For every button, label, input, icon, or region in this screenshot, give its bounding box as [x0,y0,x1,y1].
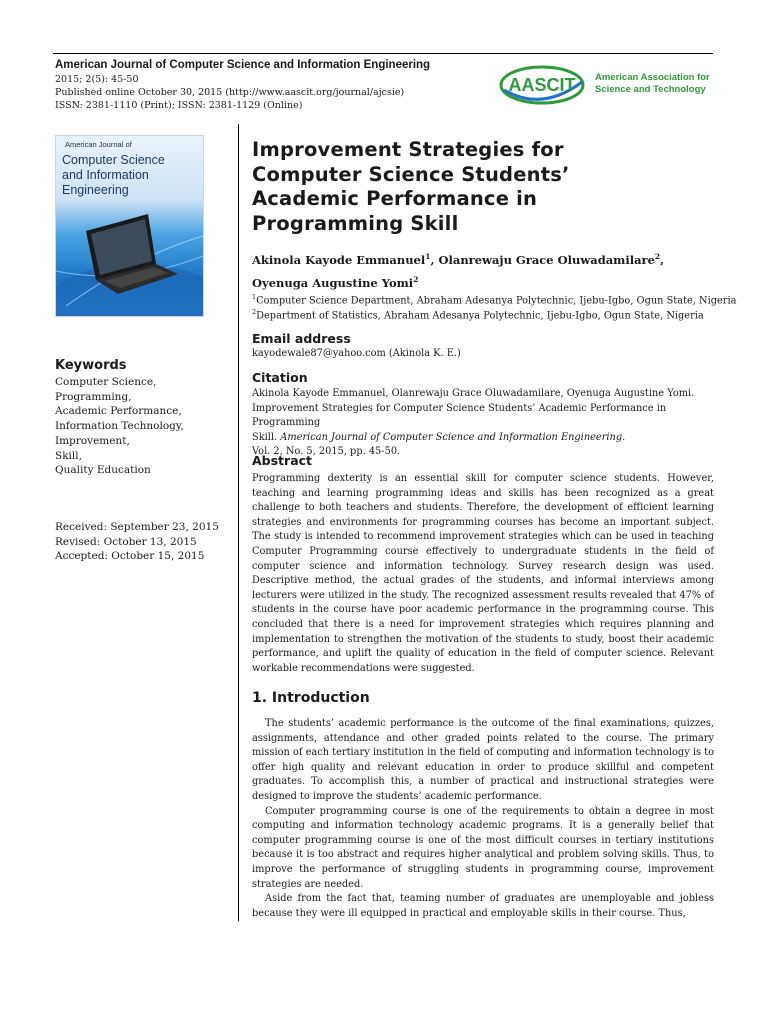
author-affil-mark: 2 [654,252,661,261]
email-heading: Email address [252,331,351,346]
author-name: Oyenuga Augustine Yomi [252,275,414,290]
citation-heading: Citation [252,370,308,385]
affil-mark: 2 [252,308,257,316]
issue-info: 2015; 2(5): 45-50 [55,74,139,85]
abstract-text: Programming dexterity is an essential skill for computer science students. However, teaching and learning programming ideas and skills has been recognized as a great challenge to both teachers and students. Therefore, the development of efficient learning strategies and environments for programming courses has become an important subject. The study is intended to recommend improvement strategies which can be used in teaching Computer Programming course effectively to undergraduate students in the field of computer science and information technology. Survey research design was used. Descriptive method, the actual grades of the students, and informal interviews among lecturers were utilized in the study. The recognized assessment results revealed that 47% of students in the course have poor academic performance in the programming course. This concluded that there is a need for improvement strategies which requires planning and implementation to strengthen the motivation of the students to study, boost their academic performance, and uplift the quality of education in the field of computer science. Relevant workable recommendations were suggested. [252,473,714,674]
citation-line: Improvement Strategies for Computer Science Students’ Academic Performance in Programming [252,402,667,429]
citation-plain: Skill. [252,431,281,443]
keyword-item: Skill, [55,449,82,462]
citation-journal: American Journal of Computer Science and Information Engineering [280,431,623,443]
paper-title-line: Programming Skill [252,211,459,235]
cover-title-line: Engineering [62,183,129,197]
author-name: Akinola Kayode Emmanuel [252,252,426,267]
citation-period: . [622,431,626,443]
cover-small-title: American Journal of [65,140,132,149]
keyword-item: Computer Science, [55,376,157,388]
author-separator: , [660,252,665,267]
abstract-heading: Abstract [252,453,313,468]
citation-line: Akinola Kayode Emmanuel, Olanrewaju Grace Oluwadamilare, Oyenuga Augustine Yomi. [252,388,695,399]
issn-info: ISSN: 2381-1110 (Print); ISSN: 2381-1129 (Online) [55,100,303,111]
affiliation-1 [252,293,736,306]
citation-line [252,431,714,446]
keywords-list [55,375,184,478]
cover-title-line: and Information [62,168,149,182]
logo-mark-text: AASCIT [508,75,576,95]
keyword-item: Information Technology, [55,420,184,433]
author-affil-mark: 1 [425,252,431,261]
email-address[interactable]: kayodewale87@yahoo.com (Akinola K. E.) [252,348,461,359]
revised-date: Revised: October 13, 2015 [55,535,197,548]
paper-title-line: Computer Science Students’ [252,162,570,186]
aascit-logo [498,62,588,112]
published-info: Published online October 30, 2015 (http://www.aascit.org/journal/ajcsie) [55,87,405,98]
author-list [252,247,712,293]
affiliation-2 [252,308,704,321]
journal-title: American Journal of Computer Science and Information Engineering [55,59,431,71]
keyword-item: Academic Performance, [55,405,182,418]
citation-text [252,387,714,460]
paper-title-line: Improvement Strategies for [252,138,564,161]
affil-text: Department of Statistics, Abraham Adesanya Polytechnic, Ijebu-Igbo, Ogun State, Nigeria [256,310,704,322]
author-separator: , [430,252,439,267]
header-rule [53,53,713,54]
column-divider [238,124,239,921]
keywords-heading: Keywords [55,358,127,373]
keyword-item: Improvement, [55,434,130,447]
keyword-item: Quality Education [55,464,151,477]
intro-paragraph: Aside from the fact that, teaming number of graduates are unemployable and jobless because they were ill equipped in practical and employable skills in their course. Thus, [252,893,714,919]
intro-paragraph: Computer programming course is one of the requirements to obtain a degree in most computing and information technology academic programs. It is a generally belief that computer programming course is one of the most difficult courses in tertiary institutions because it is too abstract and requires higher analytical and problem solving skills. Thus, to improve the performance of struggling students in programming course, improvement strategies are needed. [252,805,714,890]
citation-line: Vol. 2, No. 5, 2015, pp. 45-50. [252,446,401,458]
keyword-item: Programming, [55,390,132,403]
introduction-body [252,717,714,921]
cover-title [62,153,192,198]
intro-paragraph: The students’ academic performance is the outcome of the final examinations, quizzes, assignments, attendance and other graded points related to the course. The primary mission of each tertiary institution in the field of computing and information technology is to offer high quality and relevant education in order to produce skillful and competent graduates. To accomplish this, a number of practical and instructional strategies were designed to improve the students’ academic performance. [252,718,714,802]
introduction-heading: 1. Introduction [252,690,370,706]
received-date: Received: September 23, 2015 [55,521,219,533]
author-affil-mark: 2 [413,274,419,284]
logo-org-name [595,72,725,96]
accepted-date: Accepted: October 15, 2015 [55,550,205,563]
author-name: Olanrewaju Grace Oluwadamilare [438,252,655,267]
article-dates [55,520,219,564]
affil-mark: 1 [252,293,257,301]
affil-text: Computer Science Department, Abraham Adesanya Polytechnic, Ijebu-Igbo, Ogun State, Nigeria [256,295,737,307]
paper-title [252,138,692,236]
paper-title-line: Academic Performance in [252,187,538,210]
logo-org-line1: American Association for [595,72,710,83]
logo-org-line2: Science and Technology [595,84,706,95]
cover-title-line: Computer Science [62,153,165,167]
